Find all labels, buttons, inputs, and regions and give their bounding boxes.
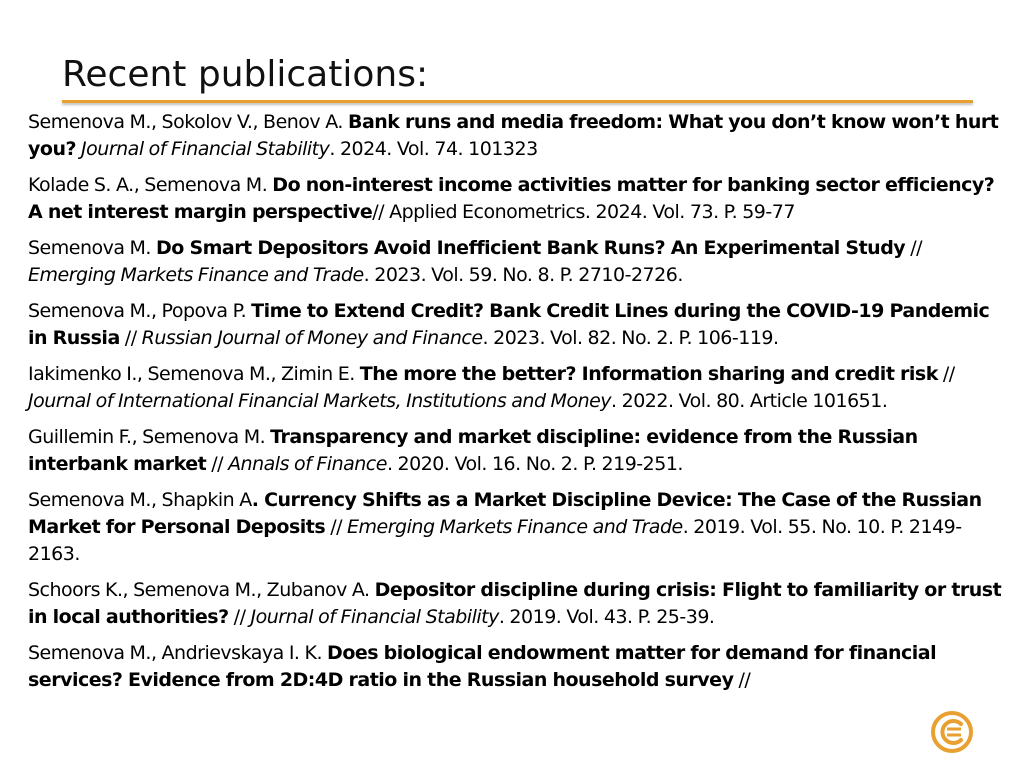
publication-authors: Schoors K., Semenova M., Zubanov A.: [28, 579, 375, 601]
publication-title: Time to Extend Credit? Bank Credit Lines during the COVID-19 Pandemic in Russia: [28, 300, 990, 349]
publication-details: . 2023. Vol. 82. No. 2. P. 106-119.: [482, 327, 779, 349]
publication-authors: Semenova M., Andrievskaya I. K.: [28, 642, 328, 664]
publication-authors: Semenova M., Popova P.: [28, 300, 252, 322]
publication-journal: Annals of Finance: [228, 453, 387, 475]
publication-item: [28, 298, 1008, 352]
publication-item: [28, 424, 1008, 478]
publication-authors: Semenova M.: [28, 237, 157, 259]
publication-title: Depositor discipline during crisis: Flight to familiarity or trust in local authorities?: [28, 579, 1002, 628]
publication-title: Do Smart Depositors Avoid Inefficient Bank Runs? An Experimental Study: [156, 237, 906, 259]
publication-details: . 2020. Vol. 16. No. 2. P. 219-251.: [386, 453, 683, 475]
publication-details: . 2019. Vol. 55. No. 10. P. 2149-2163.: [28, 516, 962, 565]
publication-journal: Emerging Markets Finance and Trade: [347, 516, 683, 538]
publication-journal: Emerging Markets Finance and Trade: [28, 264, 364, 286]
publication-list: [28, 109, 1008, 703]
publication-authors: Semenova M., Shapkin A: [28, 489, 252, 511]
publication-title: Bank runs and media freedom: What you don’t know won’t hurt you?: [28, 111, 999, 160]
publication-details: . 2019. Vol. 43. P. 25-39.: [498, 606, 715, 628]
publication-journal: Russian Journal of Money and Finance: [141, 327, 483, 349]
publication-item: [28, 487, 1008, 568]
publication-item: [28, 109, 1008, 163]
publication-separator: //: [206, 453, 229, 475]
publication-separator: //: [905, 237, 923, 259]
publication-authors: Semenova M., Sokolov V., Benov A.: [28, 111, 348, 133]
publication-journal: Journal of International Financial Markets, Institutions and Money: [28, 390, 612, 412]
publication-separator: //: [325, 516, 348, 538]
publication-title: The more the better? Information sharing and credit risk: [359, 363, 938, 385]
publication-separator: //: [937, 363, 955, 385]
publication-journal: Journal of Financial Stability: [250, 606, 499, 628]
hse-logo-icon: [928, 708, 976, 756]
publication-separator: //: [372, 201, 390, 223]
publication-separator: //: [119, 327, 142, 349]
publication-title: Do non-interest income activities matter for banking sector efficiency? A net interest margin perspective: [28, 174, 995, 223]
publication-item: [28, 640, 1008, 694]
publication-authors: Iakimenko I., Semenova M., Zimin E.: [28, 363, 360, 385]
publication-item: [28, 235, 1008, 289]
page-title: Recent publications:: [62, 54, 429, 95]
publication-authors: Kolade S. A., Semenova M.: [28, 174, 273, 196]
publication-title: Does biological endowment matter for demand for financial services? Evidence from 2D:4D ratio in the Russian household survey: [28, 642, 937, 691]
publication-separator: //: [733, 669, 751, 691]
publication-item: [28, 361, 1008, 415]
publication-separator: //: [228, 606, 251, 628]
publication-details: . 2023. Vol. 59. No. 8. P. 2710-2726.: [363, 264, 683, 286]
publication-title: Transparency and market discipline: evidence from the Russian interbank market: [28, 426, 918, 475]
publication-details: . 2022. Vol. 80. Article 101651.: [611, 390, 888, 412]
publication-item: [28, 172, 1008, 226]
publication-details: Applied Econometrics. 2024. Vol. 73. P. 59-77: [389, 201, 795, 223]
publication-details: . 2024. Vol. 74. 101323: [329, 138, 538, 160]
publication-journal: Journal of Financial Stability: [81, 138, 330, 160]
publication-item: [28, 577, 1008, 631]
publication-title: . Currency Shifts as a Market Discipline Device: The Case of the Russian Market for Personal Deposits: [28, 489, 982, 538]
publication-authors: Guillemin F., Semenova M.: [28, 426, 271, 448]
title-underline: [62, 100, 973, 103]
